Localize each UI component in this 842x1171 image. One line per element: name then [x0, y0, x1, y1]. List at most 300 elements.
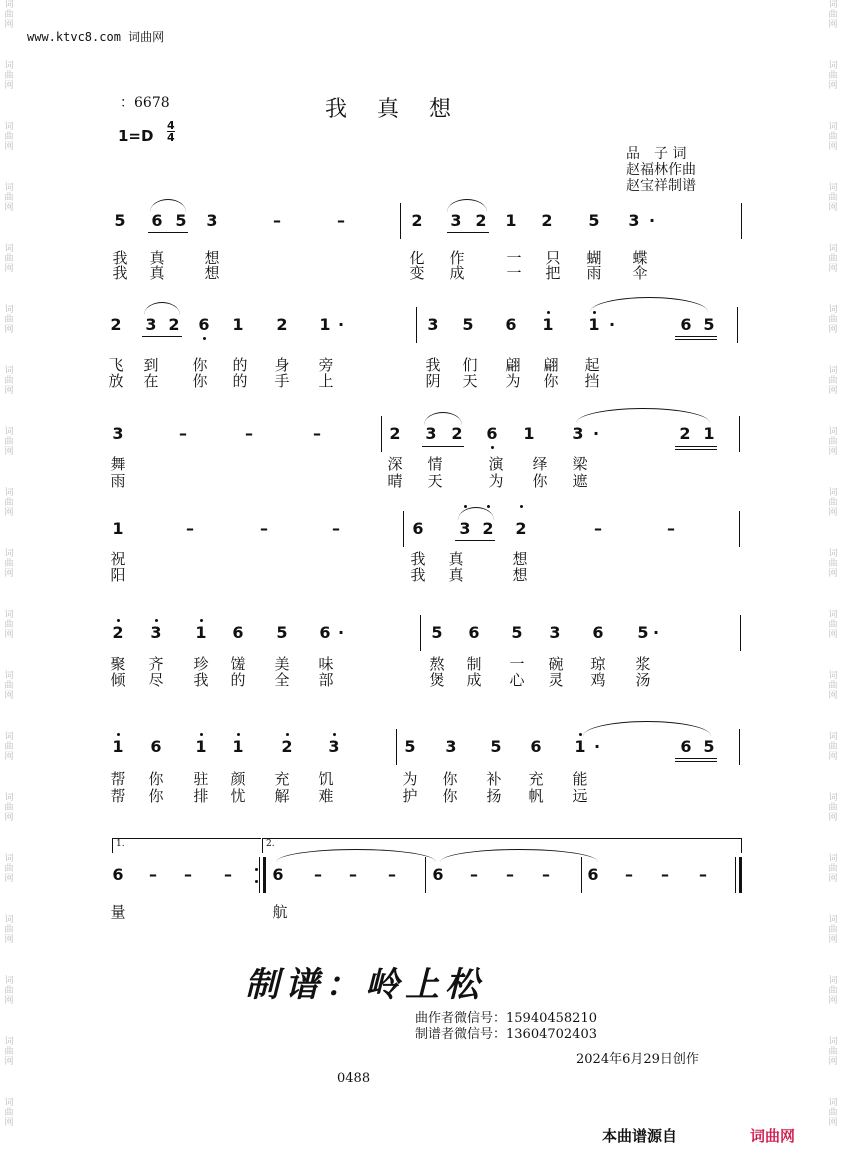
beam-underline [148, 232, 188, 233]
lyric-verse-2: 挡 [584, 372, 600, 390]
bar-line [425, 857, 426, 893]
lyric-verse-2: 放 [108, 372, 124, 390]
dot-duration: · [337, 315, 345, 334]
high-octave-dot [593, 311, 596, 314]
slur [590, 297, 708, 312]
lyric-verse-1: 补 [486, 770, 502, 788]
time-bottom: 4 [167, 131, 175, 144]
dash-extension: – [388, 865, 396, 884]
lyric-verse-2: 帮 [110, 787, 126, 805]
watermark-text: 词 曲 网 [828, 1037, 838, 1067]
note: 3 [572, 424, 584, 443]
lyric-verse-2: 鸡 [590, 671, 606, 689]
signature: 制谱：岭上松 [245, 965, 485, 1005]
note: 1 [112, 519, 124, 538]
lyric-verse-1: 你 [148, 770, 164, 788]
lyric-verse-2: 手 [274, 372, 290, 390]
dot-duration: · [593, 737, 601, 756]
dot-duration: · [337, 623, 345, 642]
lyric-verse-1: 绎 [532, 455, 548, 473]
dot-duration: · [592, 424, 600, 443]
dash-extension: – [149, 865, 157, 884]
lyric-verse-1: 制 [466, 655, 482, 673]
watermark-text: 词 曲 网 [828, 854, 838, 884]
lyric-verse-1: 祝 [110, 550, 126, 568]
key-signature: 1=D [118, 127, 154, 145]
note: 5 [175, 211, 187, 230]
beam-underline [675, 761, 717, 762]
watermark-text: 词 曲 网 [828, 976, 838, 1006]
note: 6 [680, 315, 692, 334]
note: 6 [232, 623, 244, 642]
footer-brand-link[interactable]: 词曲网 [750, 1127, 796, 1145]
watermark-text: 词 曲 网 [4, 61, 14, 91]
lyric-verse-2: 成 [449, 264, 465, 282]
note: 6 [680, 737, 692, 756]
lyric-verse-1: 我 [112, 249, 128, 267]
lyric-verse-2: 汤 [635, 671, 651, 689]
dash-extension: – [179, 424, 187, 443]
volta-label: 1. [116, 839, 125, 849]
dash-extension: – [349, 865, 357, 884]
note: 6 [505, 315, 517, 334]
watermark-text: 词 曲 网 [4, 549, 14, 579]
lyric-verse-1: 情 [427, 455, 443, 473]
bar-line [403, 511, 404, 547]
lyric-verse-2: 上 [318, 372, 334, 390]
lyric-verse-1: 为 [402, 770, 418, 788]
lyric-verse-2: 真 [448, 566, 464, 584]
lyric-verse-1: 们 [462, 356, 478, 374]
lyric-verse-2: 成 [466, 671, 482, 689]
slur [424, 412, 462, 425]
dot-duration: · [648, 211, 656, 230]
low-octave-dot [491, 446, 494, 449]
note: 3 [549, 623, 561, 642]
watermark-text: 词 曲 网 [4, 1098, 14, 1128]
dash-extension: – [625, 865, 633, 884]
watermark-text: 词 曲 网 [4, 244, 14, 274]
note: 3 [206, 211, 218, 230]
note: 6 [198, 315, 210, 334]
note: 2 [281, 737, 293, 756]
dash-extension: – [313, 424, 321, 443]
high-octave-dot [200, 619, 203, 622]
lyric-verse-2: 天 [462, 372, 478, 390]
watermark-text: 词 曲 网 [828, 915, 838, 945]
note: 3 [145, 315, 157, 334]
high-octave-dot [117, 733, 120, 736]
watermark-text: 词 曲 网 [4, 732, 14, 762]
high-octave-dot [155, 619, 158, 622]
high-octave-dot [117, 619, 120, 622]
lyric-verse-1: 梁 [572, 455, 588, 473]
dash-extension: – [594, 519, 602, 538]
lyric-verse-1: 琼 [590, 655, 606, 673]
song-id: ：6678 [120, 95, 170, 111]
lyric-verse-1: 身 [274, 356, 290, 374]
note: 1 [542, 315, 554, 334]
dash-extension: – [273, 211, 281, 230]
watermark-text: 词 曲 网 [828, 488, 838, 518]
lyric-verse-2: 为 [505, 372, 521, 390]
site-url: www.ktvc8.com 词曲网 [27, 30, 165, 44]
note: 6 [112, 865, 124, 884]
beam-underline [675, 446, 717, 447]
note: 1 [703, 424, 715, 443]
slur [458, 507, 494, 520]
note: 2 [679, 424, 691, 443]
volta-bracket [262, 838, 742, 853]
lyric-verse-1: 航 [272, 903, 288, 921]
watermark-text: 词 曲 网 [4, 793, 14, 823]
lyric-verse-2: 在 [143, 372, 159, 390]
note: 2 [541, 211, 553, 230]
dot-duration: · [608, 315, 616, 334]
time-top: 4 [167, 119, 175, 132]
lyric-verse-2: 阳 [110, 566, 126, 584]
dash-extension: – [470, 865, 478, 884]
left-watermark-column [2, 0, 16, 1171]
lyric-verse-1: 翩 [505, 356, 521, 374]
dash-extension: – [667, 519, 675, 538]
lyric-verse-2: 把 [545, 264, 561, 282]
lyric-verse-2: 阴 [425, 372, 441, 390]
lyric-verse-2: 雨 [110, 472, 126, 490]
lyric-verse-1: 真 [149, 249, 165, 267]
lyric-verse-1: 想 [204, 249, 220, 267]
lyric-verse-1: 翩 [543, 356, 559, 374]
lyric-verse-1: 蝶 [632, 249, 648, 267]
beam-underline [455, 540, 495, 541]
dash-extension: – [506, 865, 514, 884]
note: 3 [445, 737, 457, 756]
lyric-verse-1: 飞 [108, 356, 124, 374]
bar-line [416, 307, 417, 343]
lyric-verse-1: 你 [192, 356, 208, 374]
bar-line [739, 729, 740, 765]
bar-line [259, 857, 260, 893]
note: 3 [450, 211, 462, 230]
creation-date: 2024年6月29日创作 [576, 1052, 699, 1067]
lyric-verse-2: 煲 [429, 671, 445, 689]
note: 1 [574, 737, 586, 756]
note: 6 [151, 211, 163, 230]
bar-line [381, 416, 382, 452]
lyric-verse-2: 扬 [486, 787, 502, 805]
beam-underline [675, 336, 717, 337]
note: 2 [389, 424, 401, 443]
lyric-verse-1: 蝴 [586, 249, 602, 267]
dash-extension: – [184, 865, 192, 884]
lyric-verse-2: 天 [427, 472, 443, 490]
note: 3 [628, 211, 640, 230]
slur [150, 199, 186, 212]
lyric-verse-1: 一 [509, 655, 525, 673]
note: 2 [276, 315, 288, 334]
note: 6 [587, 865, 599, 884]
watermark-text: 词 曲 网 [828, 366, 838, 396]
lyric-verse-2: 排 [193, 787, 209, 805]
lyric-verse-1: 饥 [318, 770, 334, 788]
watermark-text: 词 曲 网 [828, 549, 838, 579]
note: 5 [490, 737, 502, 756]
note: 1 [588, 315, 600, 334]
lyric-verse-1: 珍 [193, 655, 209, 673]
lyric-verse-2: 的 [230, 671, 246, 689]
lyric-verse-2: 你 [148, 787, 164, 805]
bar-line [396, 729, 397, 765]
watermark-text: 词 曲 网 [828, 0, 838, 30]
lyricist-credit: 品 子 词 [626, 146, 687, 162]
watermark-text: 词 曲 网 [4, 427, 14, 457]
watermark-text: 词 曲 网 [828, 610, 838, 640]
lyric-verse-2: 你 [532, 472, 548, 490]
high-octave-dot [200, 733, 203, 736]
watermark-text: 词 曲 网 [4, 671, 14, 701]
watermark-text: 词 曲 网 [4, 1037, 14, 1067]
note: 2 [475, 211, 487, 230]
lyric-verse-1: 真 [448, 550, 464, 568]
lyric-verse-2: 倾 [110, 671, 126, 689]
lyric-verse-1: 起 [584, 356, 600, 374]
repeat-dot [255, 868, 258, 871]
lyric-verse-2: 全 [274, 671, 290, 689]
dash-extension: – [314, 865, 322, 884]
lyric-verse-2: 部 [318, 671, 334, 689]
dash-extension: – [661, 865, 669, 884]
bar-line [739, 511, 740, 547]
lyric-verse-1: 充 [528, 770, 544, 788]
lyric-verse-2: 心 [509, 671, 525, 689]
lyric-verse-1: 帮 [110, 770, 126, 788]
note: 6 [486, 424, 498, 443]
watermark-text: 词 曲 网 [828, 122, 838, 152]
dash-extension: – [332, 519, 340, 538]
slur [576, 408, 710, 423]
note: 5 [462, 315, 474, 334]
note: 6 [432, 865, 444, 884]
watermark-text: 词 曲 网 [828, 671, 838, 701]
low-octave-dot [203, 337, 206, 340]
watermark-text: 词 曲 网 [4, 854, 14, 884]
song-title: 我 真 想 [325, 97, 456, 122]
note: 2 [411, 211, 423, 230]
lyric-verse-2: 雨 [586, 264, 602, 282]
slur [583, 721, 711, 736]
volta-label: 2. [266, 839, 275, 849]
lyric-verse-2: 遮 [572, 472, 588, 490]
lyric-verse-1: 我 [410, 550, 426, 568]
watermark-text: 词 曲 网 [828, 183, 838, 213]
lyric-verse-1: 能 [572, 770, 588, 788]
note: 6 [530, 737, 542, 756]
repeat-bar [263, 857, 266, 893]
note: 2 [168, 315, 180, 334]
dash-extension: – [245, 424, 253, 443]
slur [447, 199, 487, 212]
watermark-text: 词 曲 网 [4, 0, 14, 30]
right-watermark-column [826, 0, 840, 1171]
high-octave-dot [547, 311, 550, 314]
high-octave-dot [333, 733, 336, 736]
note: 1 [232, 315, 244, 334]
final-bar [739, 857, 742, 893]
watermark-text: 词 曲 网 [828, 732, 838, 762]
beam-underline [675, 449, 717, 450]
note: 1 [319, 315, 331, 334]
high-octave-dot [520, 505, 523, 508]
lyric-verse-2: 护 [402, 787, 418, 805]
note: 5 [637, 623, 649, 642]
footer-source-text: 本曲谱源自 [602, 1127, 678, 1145]
note: 5 [703, 315, 715, 334]
dot-duration: · [652, 623, 660, 642]
bar-line [740, 615, 741, 651]
note: 2 [515, 519, 527, 538]
lyric-verse-2: 变 [409, 264, 425, 282]
watermark-text: 词 曲 网 [828, 305, 838, 335]
beam-underline [142, 336, 182, 337]
note: 5 [703, 737, 715, 756]
lyric-verse-1: 旁 [318, 356, 334, 374]
note: 6 [319, 623, 331, 642]
watermark-text: 词 曲 网 [4, 122, 14, 152]
high-octave-dot [487, 505, 490, 508]
bar-line [737, 307, 738, 343]
time-signature [167, 120, 175, 143]
note: 5 [404, 737, 416, 756]
note: 3 [427, 315, 439, 334]
note: 6 [272, 865, 284, 884]
beam-underline [675, 758, 717, 759]
bar-line [735, 857, 736, 893]
note: 5 [588, 211, 600, 230]
beam-underline [447, 232, 489, 233]
watermark-text: 词 曲 网 [4, 366, 14, 396]
lyric-verse-2: 尽 [148, 671, 164, 689]
lyric-verse-2: 为 [488, 472, 504, 490]
lyric-verse-1: 到 [143, 356, 159, 374]
composer-credit: 赵福林作曲 [626, 162, 696, 178]
beam-underline [675, 339, 717, 340]
note: 2 [451, 424, 463, 443]
lyric-verse-2: 帆 [528, 787, 544, 805]
lyric-verse-1: 美 [274, 655, 290, 673]
lyric-verse-2: 一 [506, 264, 522, 282]
note: 5 [511, 623, 523, 642]
note: 6 [412, 519, 424, 538]
note: 1 [112, 737, 124, 756]
lyric-verse-1: 作 [449, 249, 465, 267]
watermark-text: 词 曲 网 [4, 183, 14, 213]
lyric-verse-2: 想 [512, 566, 528, 584]
lyric-verse-1: 熬 [429, 655, 445, 673]
watermark-text: 词 曲 网 [4, 976, 14, 1006]
volta-bracket [112, 838, 261, 853]
note: 3 [112, 424, 124, 443]
note: 1 [505, 211, 517, 230]
lyric-verse-2: 难 [318, 787, 334, 805]
dash-extension: – [337, 211, 345, 230]
note: 3 [328, 737, 340, 756]
watermark-text: 词 曲 网 [4, 915, 14, 945]
note: 5 [114, 211, 126, 230]
note: 5 [276, 623, 288, 642]
dash-extension: – [186, 519, 194, 538]
note: 2 [110, 315, 122, 334]
lyric-verse-2: 我 [193, 671, 209, 689]
note: 1 [232, 737, 244, 756]
transcriber-credit: 赵宝祥制谱 [626, 178, 696, 194]
watermark-text: 词 曲 网 [4, 610, 14, 640]
bar-line [400, 203, 401, 239]
note: 1 [523, 424, 535, 443]
lyric-verse-2: 灵 [548, 671, 564, 689]
slur [144, 302, 180, 315]
lyric-verse-1: 只 [545, 249, 561, 267]
bar-line [741, 203, 742, 239]
lyric-verse-2: 解 [274, 787, 290, 805]
lyric-verse-2: 你 [442, 787, 458, 805]
page-number: 0488 [337, 1071, 371, 1086]
lyric-verse-1: 味 [318, 655, 334, 673]
lyric-verse-2: 忧 [230, 787, 246, 805]
watermark-text: 词 曲 网 [4, 488, 14, 518]
dash-extension: – [224, 865, 232, 884]
lyric-verse-2: 的 [232, 372, 248, 390]
note: 6 [468, 623, 480, 642]
note: 3 [150, 623, 162, 642]
lyric-verse-1: 聚 [110, 655, 126, 673]
lyric-verse-2: 想 [204, 264, 220, 282]
watermark-text: 词 曲 网 [828, 1098, 838, 1128]
lyric-verse-2: 真 [149, 264, 165, 282]
note: 1 [195, 737, 207, 756]
composer-wechat: 曲作者微信号：15940458210 [415, 1011, 597, 1026]
watermark-text: 词 曲 网 [4, 305, 14, 335]
lyric-verse-2: 我 [410, 566, 426, 584]
lyric-verse-1: 的 [232, 356, 248, 374]
note: 3 [425, 424, 437, 443]
dash-extension: – [260, 519, 268, 538]
beam-underline [422, 446, 464, 447]
lyric-verse-1: 驻 [193, 770, 209, 788]
lyric-verse-1: 你 [442, 770, 458, 788]
bar-line [581, 857, 582, 893]
high-octave-dot [464, 505, 467, 508]
lyric-verse-1: 充 [274, 770, 290, 788]
lyric-verse-1: 馐 [230, 655, 246, 673]
bar-line [420, 615, 421, 651]
note: 3 [459, 519, 471, 538]
watermark-text: 词 曲 网 [828, 793, 838, 823]
note: 6 [592, 623, 604, 642]
lyric-verse-1: 浆 [635, 655, 651, 673]
lyric-verse-1: 颜 [230, 770, 246, 788]
watermark-text: 词 曲 网 [828, 427, 838, 457]
high-octave-dot [579, 733, 582, 736]
lyric-verse-1: 齐 [148, 655, 164, 673]
dash-extension: – [699, 865, 707, 884]
lyric-verse-1: 化 [409, 249, 425, 267]
lyric-verse-2: 你 [192, 372, 208, 390]
dash-extension: – [542, 865, 550, 884]
lyric-verse-2: 你 [543, 372, 559, 390]
note: 6 [150, 737, 162, 756]
high-octave-dot [286, 733, 289, 736]
note: 2 [482, 519, 494, 538]
